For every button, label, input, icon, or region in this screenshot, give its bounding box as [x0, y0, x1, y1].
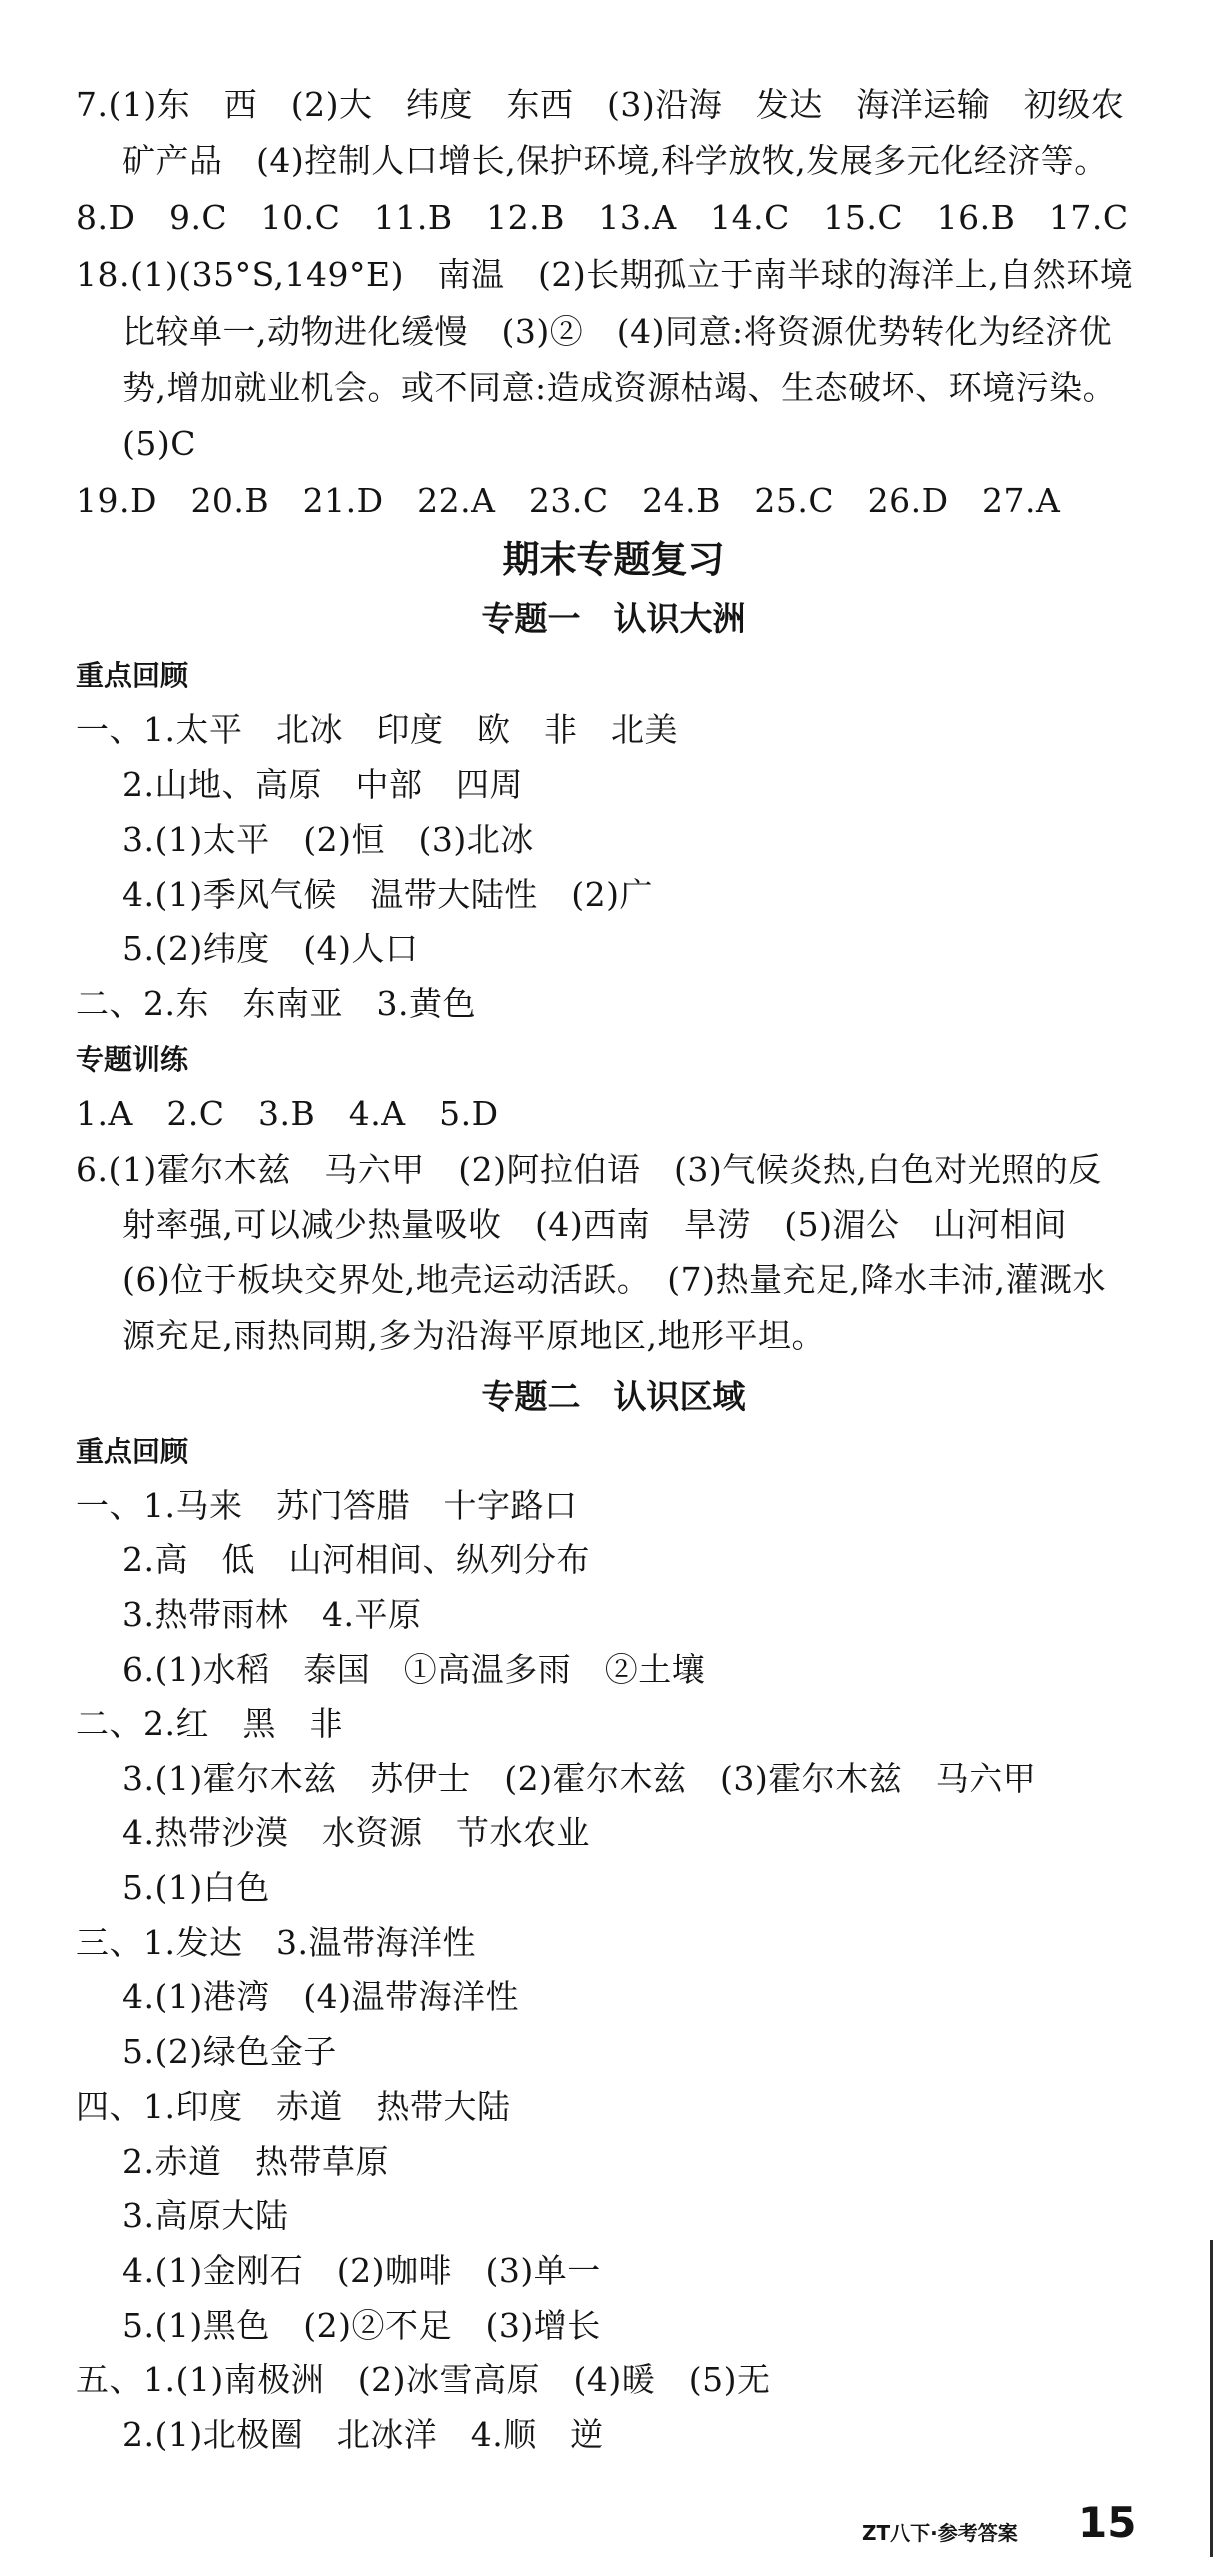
- answer-line: 1.A 2.C 3.B 4.A 5.D: [76, 1094, 499, 1133]
- answer-line: 2.山地、高原 中部 四周: [122, 765, 523, 804]
- answer-line: 势,增加就业机会。或不同意:造成资源枯竭、生态破坏、环境污染。: [122, 368, 1117, 407]
- answer-line: 5.(1)白色: [122, 1868, 270, 1907]
- answer-line: (5)C: [122, 424, 196, 463]
- answer-line: 5.(2)绿色金子: [122, 2032, 337, 2071]
- answer-line: 2.高 低 山河相间、纵列分布: [122, 1540, 590, 1579]
- answer-line: 4.(1)金刚石 (2)咖啡 (3)单一: [122, 2251, 601, 2290]
- answer-line: 7.(1)东 西 (2)大 纬度 东西 (3)沿海 发达 海洋运输 初级农: [76, 85, 1125, 124]
- answer-line: 2.赤道 热带草原: [122, 2142, 389, 2181]
- answer-line: 4.(1)季风气候 温带大陆性 (2)广: [122, 875, 653, 914]
- answer-line: 三、1.发达 3.温带海洋性: [76, 1923, 476, 1962]
- answer-line: 矿产品 (4)控制人口增长,保护环境,科学放牧,发展多元化经济等。: [122, 141, 1108, 180]
- topic-title: 专题一 认识大洲: [481, 599, 746, 638]
- answer-line: 3.高原大陆: [122, 2196, 289, 2235]
- answer-line: 五、1.(1)南极洲 (2)冰雪高原 (4)暖 (5)无: [76, 2360, 771, 2399]
- answer-line: 3.(1)太平 (2)恒 (3)北冰: [122, 820, 534, 859]
- answer-line: 比较单一,动物进化缓慢 (3)② (4)同意:将资源优势转化为经济优: [122, 312, 1113, 351]
- answer-line: 19.D 20.B 21.D 22.A 23.C 24.B 25.C 26.D 27.A: [76, 481, 1061, 520]
- answer-line: 6.(1)霍尔木兹 马六甲 (2)阿拉伯语 (3)气候炎热,白色对光照的反: [76, 1150, 1102, 1189]
- answer-line: 18.(1)(35°S,149°E) 南温 (2)长期孤立于南半球的海洋上,自然环境: [76, 255, 1134, 294]
- footer-label: ZT八下·参考答案: [862, 2521, 1018, 2545]
- topic-title: 专题二 认识区域: [481, 1377, 746, 1416]
- page-title: 期末专题复习: [502, 538, 725, 581]
- section-label: 专题训练: [76, 1043, 189, 1076]
- answer-line: 二、2.东 东南亚 3.黄色: [76, 984, 476, 1023]
- section-label: 重点回顾: [76, 1435, 189, 1468]
- answer-line: 5.(1)黑色 (2)②不足 (3)增长: [122, 2306, 601, 2345]
- answer-line: 4.(1)港湾 (4)温带海洋性: [122, 1977, 519, 2016]
- answer-line: 源充足,雨热同期,多为沿海平原地区,地形平坦。: [122, 1316, 825, 1355]
- answer-line: 8.D 9.C 10.C 11.B 12.B 13.A 14.C 15.C 16.B 17.C: [76, 198, 1129, 237]
- answer-line: (6)位于板块交界处,地壳运动活跃。 (7)热量充足,降水丰沛,灌溉水: [122, 1260, 1106, 1299]
- answer-line: 一、1.太平 北冰 印度 欧 非 北美: [76, 710, 678, 749]
- answer-line: 5.(2)纬度 (4)人口: [122, 929, 419, 968]
- answer-line: 3.热带雨林 4.平原: [122, 1595, 422, 1634]
- answer-line: 射率强,可以减少热量吸收 (4)西南 旱涝 (5)湄公 山河相间: [122, 1205, 1067, 1244]
- answer-line: 4.热带沙漠 水资源 节水农业: [122, 1813, 590, 1852]
- answer-line: 四、1.印度 赤道 热带大陆: [76, 2087, 511, 2126]
- answer-line: 6.(1)水稻 泰国 ①高温多雨 ②土壤: [122, 1650, 706, 1689]
- answer-line: 二、2.红 黑 非: [76, 1704, 343, 1743]
- page-number: 15: [1078, 2498, 1137, 2547]
- page-edge-divider: [1210, 2240, 1213, 2557]
- answer-line: 一、1.马来 苏门答腊 十字路口: [76, 1486, 578, 1525]
- answer-line: 2.(1)北极圈 北冰洋 4.顺 逆: [122, 2415, 604, 2454]
- answer-line: 3.(1)霍尔木兹 苏伊士 (2)霍尔木兹 (3)霍尔木兹 马六甲: [122, 1759, 1037, 1798]
- section-label: 重点回顾: [76, 659, 189, 692]
